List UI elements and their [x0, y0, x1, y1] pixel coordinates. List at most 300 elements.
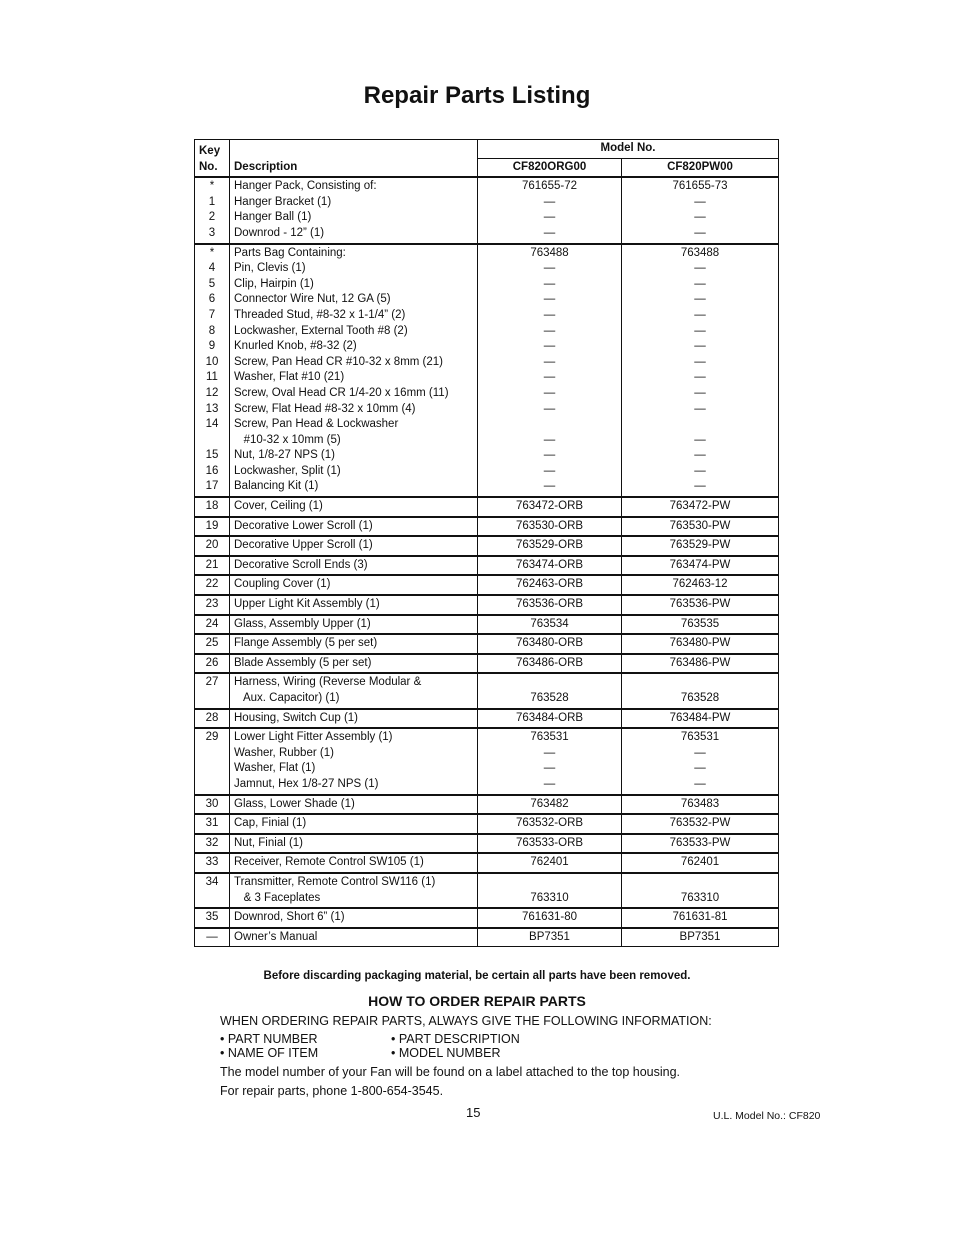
cell-line: 20 [205, 539, 219, 552]
description-cell [230, 536, 478, 556]
cell-line: — [694, 433, 706, 446]
cell-line: 763531 [680, 731, 720, 744]
model-a-part-cell [478, 634, 622, 654]
key-cell [195, 853, 230, 873]
bullet-item [391, 1032, 520, 1046]
table-row [195, 853, 779, 873]
description-cell [230, 834, 478, 854]
cell-line: — [543, 449, 556, 462]
description-cell [230, 615, 478, 635]
model-a-part-cell [478, 556, 622, 576]
cell-line: & 3 Faceplates [234, 891, 321, 904]
packaging-notice: Before discarding packaging material, be certain all parts have been removed. [263, 970, 691, 982]
cell-line: 761631-80 [522, 911, 577, 924]
cell-line: — [543, 480, 556, 493]
model-b-part-cell [622, 673, 779, 708]
cell-line: Upper Light Kit Assembly (1) [234, 598, 380, 611]
table-row [195, 834, 779, 854]
cell-line: — [694, 324, 706, 337]
description-cell [230, 177, 478, 243]
cell-line: Blade Assembly (5 per set) [234, 656, 372, 669]
table-row [195, 634, 779, 654]
cell-line: 761655-73 [672, 180, 728, 193]
table-row [195, 795, 779, 815]
description-cell [230, 814, 478, 834]
cell-line: — [543, 211, 556, 224]
cell-line: 763484-ORB [515, 711, 584, 724]
table-row [195, 556, 779, 576]
cell-line: Washer, Flat #10 (21) [234, 371, 345, 384]
cell-line: — [694, 308, 706, 321]
cell-line: 763529-PW [669, 539, 731, 552]
cell-line: 4 [208, 262, 216, 275]
model-number-note: The model number of your Fan will be found on a label attached to the top housing. [220, 1065, 681, 1079]
key-cell [195, 873, 230, 908]
cell-line [199, 433, 225, 449]
cell-line: — [543, 386, 556, 399]
cell-line: 28 [205, 711, 219, 724]
cell-line: 13 [205, 402, 219, 415]
cell-line: 6 [208, 293, 216, 306]
table-row [195, 497, 779, 517]
header-model-no: Model No. [478, 140, 779, 159]
cell-line: Glass, Assembly Upper (1) [234, 617, 371, 630]
model-reference: U.L. Model No.: CF820 [713, 1110, 821, 1122]
model-a-part-cell [478, 709, 622, 729]
model-a-part-cell [478, 575, 622, 595]
cell-line: * [209, 180, 215, 193]
cell-line: — [694, 277, 706, 290]
cell-line: — [543, 402, 556, 415]
model-a-part-cell [478, 615, 622, 635]
cell-line: Nut, Finial (1) [234, 836, 304, 849]
description-cell [230, 556, 478, 576]
cell-line: Cap, Finial (1) [234, 817, 307, 830]
cell-line: — [543, 777, 556, 790]
key-cell [195, 575, 230, 595]
table-row [195, 873, 779, 908]
cell-line [482, 417, 617, 433]
cell-line: 29 [205, 731, 219, 744]
description-cell [230, 873, 478, 908]
cell-line: Receiver, Remote Control SW105 (1) [234, 856, 424, 869]
cell-line: 763531 [530, 731, 569, 744]
model-a-part-cell [478, 728, 622, 794]
cell-line: 763532-PW [669, 817, 731, 830]
cell-line: — [694, 340, 706, 353]
model-a-part-cell [478, 814, 622, 834]
description-cell [230, 497, 478, 517]
header-key-no: Key No. [195, 140, 230, 178]
model-b-part-cell [622, 517, 779, 537]
key-cell [195, 595, 230, 615]
key-cell [195, 634, 230, 654]
model-a-part-cell [478, 177, 622, 243]
cell-line: 3 [208, 226, 216, 239]
cell-line: Clip, Hairpin (1) [234, 277, 314, 290]
phone-note: For repair parts, phone 1-800-654-3545. [220, 1084, 444, 1098]
cell-line: — [543, 308, 556, 321]
cell-line: 763529-ORB [515, 539, 584, 552]
cell-line: 14 [205, 418, 219, 431]
cell-line: Connector Wire Nut, 12 GA (5) [234, 293, 391, 306]
cell-line: — [694, 777, 706, 790]
cell-line: 763532-ORB [515, 817, 584, 830]
cell-line: — [543, 355, 556, 368]
bullet-model-number: MODEL NUMBER [398, 1046, 501, 1060]
cell-line: — [543, 340, 556, 353]
cell-line: — [543, 324, 556, 337]
cell-line: — [694, 480, 706, 493]
header-description: Description [230, 140, 478, 178]
model-b-part-cell [622, 595, 779, 615]
cell-line: 26 [205, 656, 219, 669]
key-cell [195, 728, 230, 794]
table-row [195, 575, 779, 595]
cell-line: 763472-PW [669, 500, 731, 513]
cell-line: — [543, 746, 556, 759]
cell-line: Downrod, Short 6” (1) [234, 911, 345, 924]
cell-line: Screw, Oval Head CR 1/4-20 x 16mm (11) [234, 386, 449, 399]
model-b-part-cell [622, 834, 779, 854]
table-row [195, 814, 779, 834]
table-row [195, 928, 779, 947]
table-row [195, 709, 779, 729]
cell-line: — [694, 355, 706, 368]
model-a-part-cell [478, 536, 622, 556]
model-a-part-cell [478, 873, 622, 908]
cell-line: 2 [208, 211, 216, 224]
cell-line: — [694, 746, 706, 759]
cell-line: 763533-PW [669, 836, 731, 849]
cell-line: 763528 [530, 692, 569, 704]
cell-line: 10 [205, 355, 219, 368]
model-b-part-cell [622, 908, 779, 928]
description-cell [230, 575, 478, 595]
table-row [195, 536, 779, 556]
model-b-part-cell [622, 536, 779, 556]
cell-line: Jamnut, Hex 1/8-27 NPS (1) [234, 777, 379, 790]
description-cell [230, 795, 478, 815]
cell-line: Decorative Scroll Ends (3) [234, 558, 368, 571]
description-cell [230, 654, 478, 674]
bullet-part-description: PART DESCRIPTION [398, 1032, 520, 1046]
cell-line: — [543, 293, 556, 306]
cell-line: 1 [208, 195, 216, 208]
table-row [195, 615, 779, 635]
page-title: Repair Parts Listing [363, 82, 591, 109]
cell-line: #10-32 x 10mm (5) [234, 433, 341, 446]
cell-line: 12 [205, 386, 219, 399]
model-b-part-cell [622, 873, 779, 908]
cell-line: Owner’s Manual [234, 930, 318, 943]
cell-line: Coupling Cover (1) [234, 578, 331, 591]
cell-line: 763530-PW [669, 519, 731, 532]
cell-line: 763536-PW [669, 598, 731, 611]
cell-line: — [543, 762, 556, 775]
model-a-part-cell [478, 908, 622, 928]
model-b-part-cell [622, 853, 779, 873]
header-model-b: CF820PW00 [622, 158, 779, 177]
cell-line: 35 [205, 911, 219, 924]
model-b-part-cell [622, 728, 779, 794]
cell-line: 763474-ORB [515, 558, 584, 571]
model-a-part-cell [478, 834, 622, 854]
model-b-part-cell [622, 497, 779, 517]
cell-line: — [543, 277, 556, 290]
table-row [195, 673, 779, 708]
cell-line: 763310 [530, 891, 569, 904]
cell-line: Pin, Clevis (1) [234, 262, 306, 275]
cell-line: Cover, Ceiling (1) [234, 500, 323, 513]
cell-line: Lockwasher, Split (1) [234, 464, 341, 477]
cell-line: BP7351 [679, 930, 721, 943]
order-intro: WHEN ORDERING REPAIR PARTS, ALWAYS GIVE THE FOLLOWING INFORMATION: [220, 1014, 712, 1028]
model-a-part-cell [478, 654, 622, 674]
cell-line: 763488 [680, 246, 720, 259]
description-cell [230, 673, 478, 708]
cell-line: 21 [205, 558, 219, 571]
description-cell [230, 517, 478, 537]
bullet-name-of-item: NAME OF ITEM [227, 1046, 319, 1060]
cell-line: Hanger Ball (1) [234, 211, 312, 224]
table-row [195, 244, 779, 498]
cell-line: Glass, Lower Shade (1) [234, 797, 355, 810]
model-a-part-cell [478, 673, 622, 708]
cell-line: Nut, 1/8-27 NPS (1) [234, 449, 335, 462]
description-cell [230, 244, 478, 498]
header-model-a: CF820ORG00 [478, 158, 622, 177]
cell-line: 31 [205, 817, 219, 830]
cell-line: 19 [205, 519, 219, 532]
key-cell [195, 673, 230, 708]
description-cell [230, 928, 478, 947]
cell-line: Parts Bag Containing: [234, 246, 346, 259]
cell-line: 763486-PW [669, 656, 731, 669]
bullet-item [391, 1046, 501, 1060]
table-row [195, 728, 779, 794]
cell-line: 16 [205, 464, 219, 477]
key-cell [195, 615, 230, 635]
cell-line: Screw, Pan Head CR #10-32 x 8mm (21) [234, 355, 444, 368]
cell-line: 34 [205, 875, 219, 888]
cell-line: 762463-ORB [515, 578, 584, 591]
table-row [195, 908, 779, 928]
cell-line: 763474-PW [669, 558, 731, 571]
description-cell [230, 908, 478, 928]
table-row [195, 177, 779, 243]
cell-line: 763528 [680, 692, 720, 704]
key-cell [195, 654, 230, 674]
cell-line: 763310 [680, 891, 720, 904]
key-cell [195, 795, 230, 815]
model-a-part-cell [478, 595, 622, 615]
cell-line: 763480-ORB [515, 637, 584, 650]
cell-line: 763488 [530, 246, 569, 259]
cell-line: Screw, Flat Head #8-32 x 10mm (4) [234, 402, 416, 415]
cell-line: 763482 [530, 797, 569, 810]
cell-line: 24 [205, 617, 219, 630]
key-cell [195, 709, 230, 729]
cell-line: — [694, 402, 706, 415]
model-b-part-cell [622, 814, 779, 834]
cell-line: Decorative Upper Scroll (1) [234, 539, 373, 552]
repair-parts-table [194, 139, 779, 947]
description-cell [230, 595, 478, 615]
key-cell [195, 517, 230, 537]
cell-line: — [694, 262, 706, 275]
cell-line: — [694, 195, 706, 208]
bullet-item [220, 1046, 318, 1060]
cell-line: Harness, Wiring (Reverse Modular & [234, 676, 422, 689]
cell-line: 761655-72 [522, 180, 577, 193]
bullet-mark: • [220, 1032, 225, 1046]
cell-line: 5 [208, 277, 216, 290]
model-b-part-cell [622, 615, 779, 635]
cell-line [626, 417, 774, 433]
cell-line: Transmitter, Remote Control SW116 (1) [234, 875, 436, 888]
cell-line: 763480-PW [669, 637, 731, 650]
model-b-part-cell [622, 556, 779, 576]
cell-line: — [694, 371, 706, 384]
cell-line: 763533-ORB [515, 836, 584, 849]
key-cell [195, 556, 230, 576]
cell-line: — [543, 433, 556, 446]
model-b-part-cell [622, 177, 779, 243]
bullet-mark: • [391, 1032, 396, 1046]
cell-line: 18 [205, 500, 219, 513]
key-cell [195, 536, 230, 556]
cell-line: 762401 [680, 856, 720, 869]
model-b-part-cell [622, 709, 779, 729]
cell-line: Washer, Flat (1) [234, 762, 316, 775]
cell-line: 23 [205, 598, 219, 611]
cell-line: — [543, 226, 556, 239]
cell-line: Decorative Lower Scroll (1) [234, 519, 373, 532]
cell-line: — [543, 464, 556, 477]
cell-line: 25 [205, 637, 219, 650]
cell-line: — [694, 211, 706, 224]
parts-table-body [195, 177, 779, 947]
model-b-part-cell [622, 244, 779, 498]
cell-line: Aux. Capacitor) (1) [234, 692, 340, 704]
cell-line: 762401 [530, 856, 569, 869]
table-row [195, 595, 779, 615]
cell-line: — [694, 464, 706, 477]
cell-line: BP7351 [529, 930, 570, 943]
description-cell [230, 853, 478, 873]
cell-line: 9 [208, 340, 216, 353]
cell-line [482, 675, 617, 691]
cell-line: 15 [205, 449, 219, 462]
cell-line: 11 [206, 371, 218, 384]
cell-line: 27 [205, 676, 219, 689]
bullet-part-number: PART NUMBER [227, 1032, 318, 1046]
cell-line: — [694, 762, 706, 775]
cell-line: 763484-PW [669, 711, 731, 724]
cell-line: * [209, 246, 215, 259]
key-cell [195, 908, 230, 928]
cell-line: 762463-12 [672, 578, 728, 591]
cell-line: 761631-81 [672, 911, 728, 924]
cell-line: Lower Light Fitter Assembly (1) [234, 731, 393, 744]
key-cell [195, 834, 230, 854]
cell-line: — [694, 449, 706, 462]
cell-line: 763483 [680, 797, 720, 810]
cell-line: 763486-ORB [515, 656, 584, 669]
cell-line: 32 [205, 836, 219, 849]
cell-line [626, 675, 774, 691]
key-cell [195, 177, 230, 243]
model-b-part-cell [622, 654, 779, 674]
cell-line: — [206, 930, 218, 943]
cell-line: Knurled Knob, #8-32 (2) [234, 340, 357, 353]
model-b-part-cell [622, 795, 779, 815]
cell-line: — [694, 226, 706, 239]
key-cell [195, 814, 230, 834]
cell-line [626, 875, 774, 891]
cell-line: 22 [205, 578, 219, 591]
cell-line: 763530-ORB [515, 519, 584, 532]
cell-line: 763472-ORB [515, 500, 584, 513]
cell-line: Threaded Stud, #8-32 x 1-1/4” (2) [234, 308, 406, 321]
cell-line: 17 [205, 480, 219, 493]
cell-line: — [694, 386, 706, 399]
cell-line: Washer, Rubber (1) [234, 746, 334, 759]
model-a-part-cell [478, 244, 622, 498]
table-row [195, 517, 779, 537]
cell-line: — [543, 371, 556, 384]
key-cell [195, 497, 230, 517]
description-cell [230, 709, 478, 729]
model-b-part-cell [622, 634, 779, 654]
cell-line: — [543, 262, 556, 275]
cell-line: 7 [208, 308, 216, 321]
bullet-mark: • [220, 1046, 225, 1060]
cell-line: 30 [205, 797, 219, 810]
order-heading: HOW TO ORDER REPAIR PARTS [368, 993, 586, 1009]
bullet-mark: • [391, 1046, 396, 1060]
cell-line: Hanger Pack, Consisting of: [234, 180, 377, 193]
cell-line: Screw, Pan Head & Lockwasher [234, 418, 399, 431]
page-number: 15 [466, 1105, 481, 1120]
key-cell [195, 928, 230, 947]
model-a-part-cell [478, 853, 622, 873]
model-b-part-cell [622, 928, 779, 947]
cell-line: 763534 [530, 617, 569, 630]
description-cell [230, 728, 478, 794]
cell-line: — [694, 293, 706, 306]
bullet-item [220, 1032, 317, 1046]
cell-line: — [543, 195, 556, 208]
model-a-part-cell [478, 497, 622, 517]
key-cell [195, 244, 230, 498]
cell-line: 763535 [680, 617, 720, 630]
cell-line: Flange Assembly (5 per set) [234, 637, 378, 650]
cell-line [482, 875, 617, 891]
cell-line: 33 [205, 856, 219, 869]
cell-line: 8 [208, 324, 216, 337]
cell-line: Lockwasher, External Tooth #8 (2) [234, 324, 408, 337]
model-a-part-cell [478, 928, 622, 947]
cell-line: Hanger Bracket (1) [234, 195, 332, 208]
model-b-part-cell [622, 575, 779, 595]
model-a-part-cell [478, 795, 622, 815]
table-row [195, 654, 779, 674]
cell-line: Balancing Kit (1) [234, 480, 319, 493]
description-cell [230, 634, 478, 654]
model-a-part-cell [478, 517, 622, 537]
